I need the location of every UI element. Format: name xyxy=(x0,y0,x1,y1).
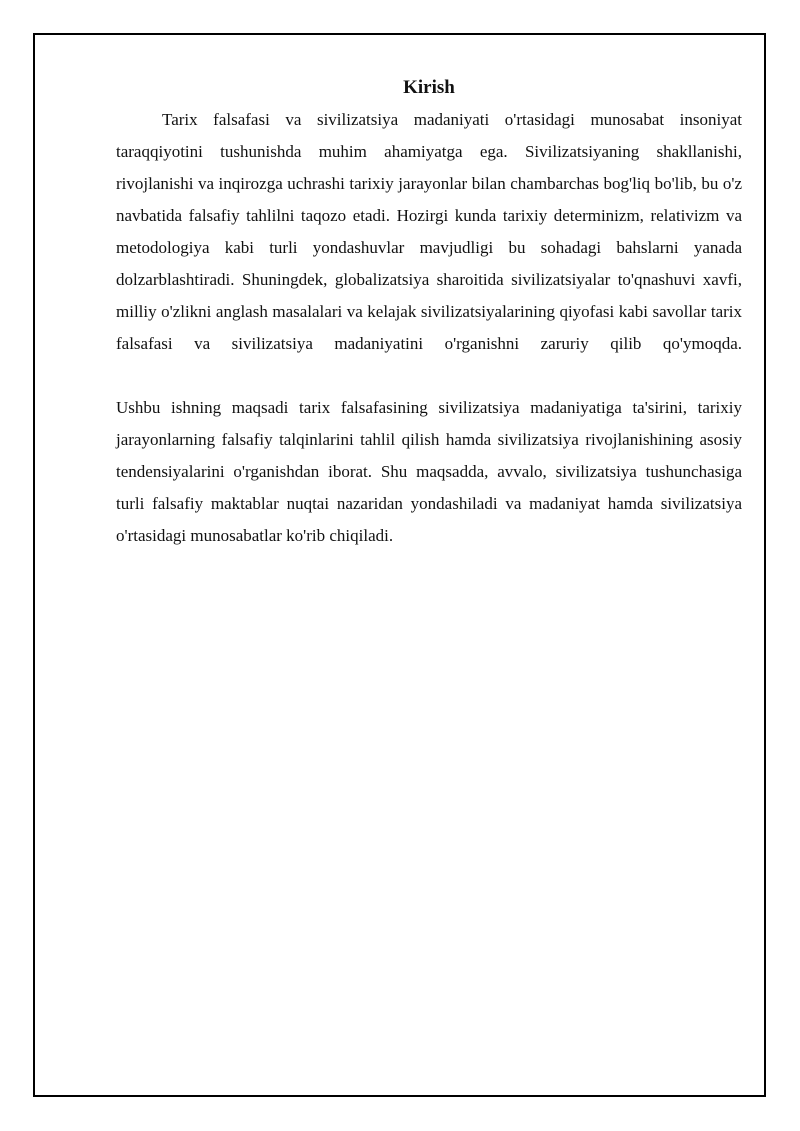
document-title: Kirish xyxy=(403,77,455,98)
document-body xyxy=(116,76,742,552)
intro-paragraph: Tarix falsafasi va sivilizatsiya madaniyati o'rtasidagi munosabat insoniyat taraqqiyotini tushunishda muhim ahamiyatga ega. Sivilizatsiyaning shakllanishi, rivojlanishi va inqirozga uchrashi tarixiy jarayonlar bilan chambarchas bog'liq bo'lib, bu o'z navbatida falsafiy tahlilni taqozo etadi. Hozirgi kunda tarixiy determinizm, relativizm va metodologiya kabi turli yondashuvlar mavjudligi bu sohadagi bahslarni yanada dolzarblashtiradi. Shuningdek, globalizatsiya sharoitida sivilizatsiyalar to'qnashuvi xavfi, milliy o'zlikni anglash masalalari va kelajak sivilizatsiyalarining qiyofasi kabi savollar tarix falsafasi va sivilizatsiya madaniyatini o'rganishni zaruriy qilib qo'ymoqda. xyxy=(116,110,742,353)
aim-paragraph: Ushbu ishning maqsadi tarix falsafasining sivilizatsiya madaniyatiga ta'sirini, tarixiy jarayonlarning falsafiy talqinlarini tahlil qilish hamda sivilizatsiya rivojlanishining asosiy tendensiyalarini o'rganishdan iborat. Shu maqsadda, avvalo, sivilizatsiya tushunchasiga turli falsafiy maktablar nuqtai nazaridan yondashiladi va madaniyat hamda sivilizatsiya o'rtasidagi munosabatlar ko'rib chiqiladi. xyxy=(116,398,742,545)
paragraph-spacer xyxy=(116,360,742,392)
